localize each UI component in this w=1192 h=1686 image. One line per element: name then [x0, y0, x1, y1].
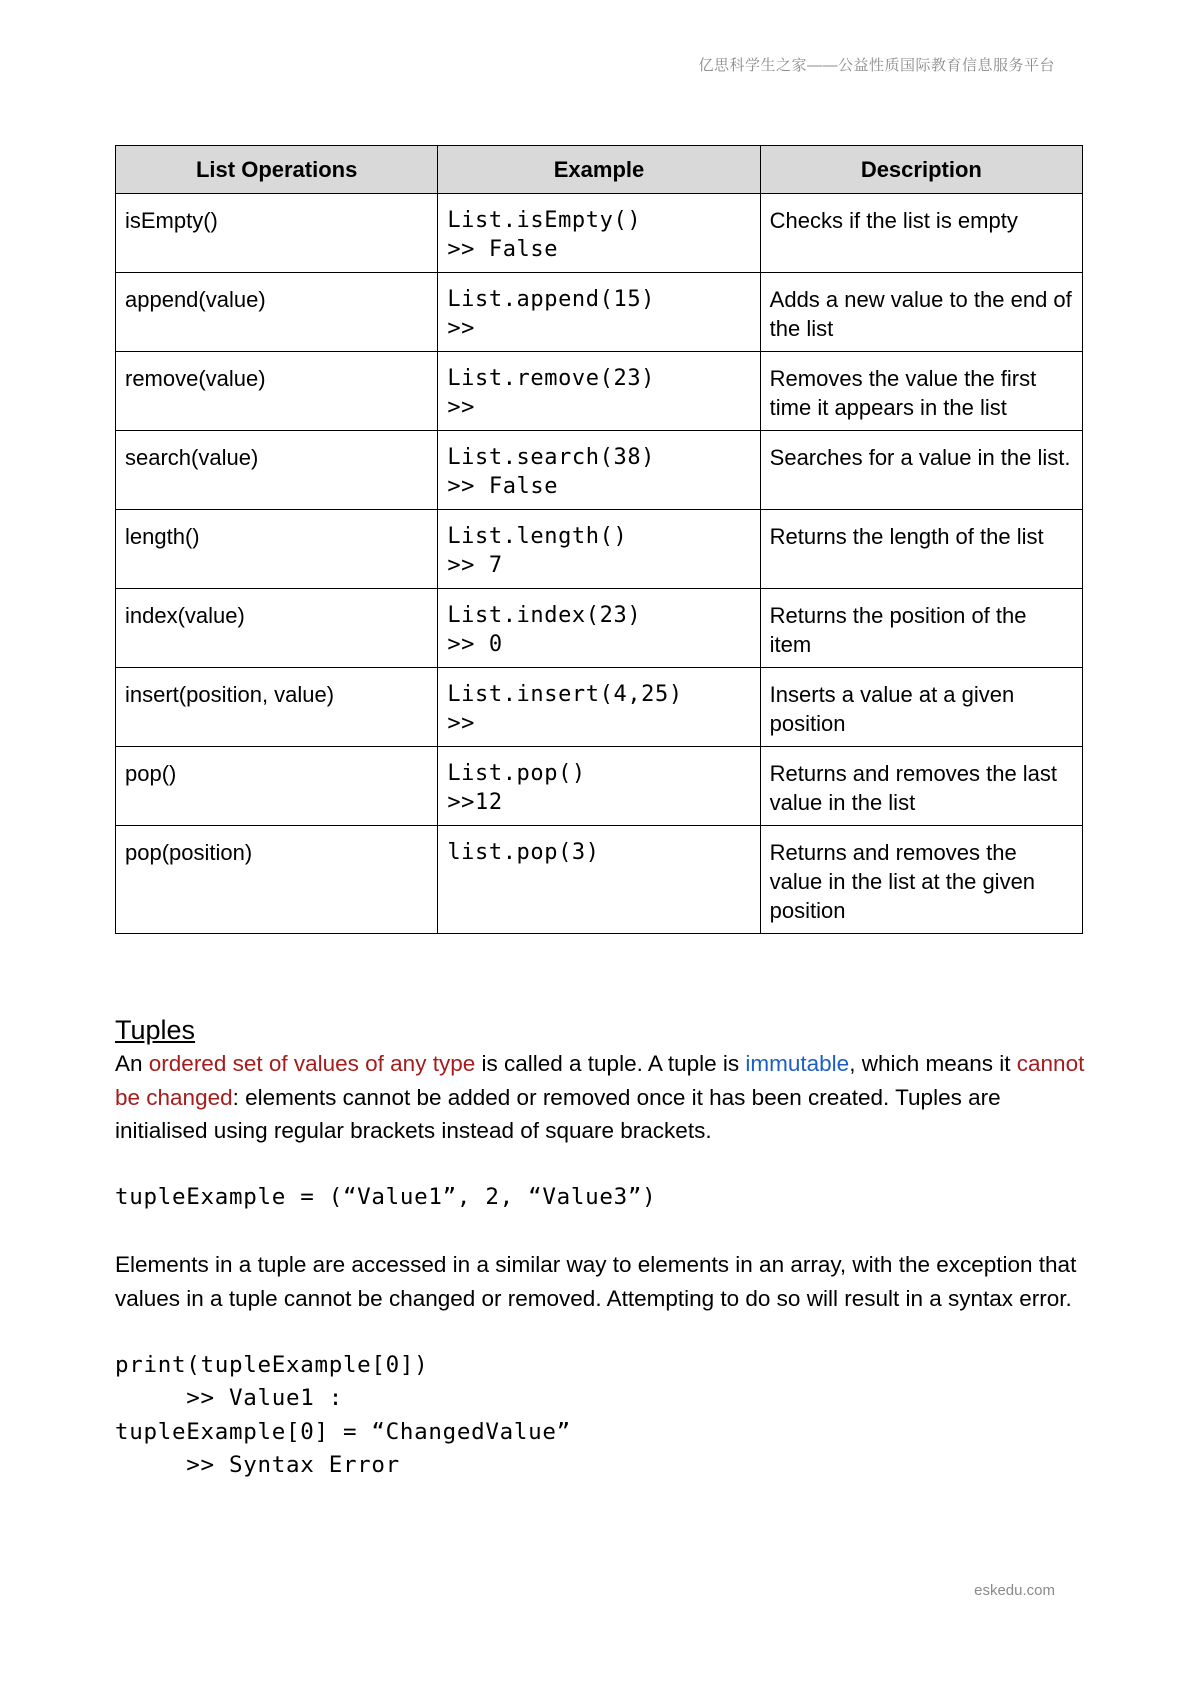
example-cell: List.append(15) >>: [438, 273, 760, 352]
op-cell: pop(): [116, 747, 438, 826]
intro-text: , which means it: [849, 1051, 1017, 1076]
example-cell: List.isEmpty() >> False: [438, 194, 760, 273]
tuples-access-paragraph: Elements in a tuple are accessed in a similar way to elements in an array, with the exception that values in a tuple cannot be changed or removed. Attempting to do so will result in a syntax error.: [115, 1252, 1077, 1311]
example-cell: List.index(23) >> 0: [438, 589, 760, 668]
header-example: Example: [438, 146, 760, 194]
op-cell: length(): [116, 510, 438, 589]
desc-cell: Checks if the list is empty: [760, 194, 1082, 273]
footer-site: eskedu.com: [974, 1582, 1055, 1599]
header-description: Description: [760, 146, 1082, 194]
desc-cell: Removes the value the first time it appears in the list: [760, 352, 1082, 431]
example-cell: List.pop() >>12: [438, 747, 760, 826]
highlight-ordered-set: ordered set of values of any type: [148, 1051, 476, 1076]
list-operations-table: [115, 145, 1083, 934]
op-cell: insert(position, value): [116, 668, 438, 747]
tuple-init-code: tupleExample = (“Value1”, 2, “Value3”): [115, 1184, 657, 1210]
example-cell: List.search(38) >> False: [438, 431, 760, 510]
desc-cell: Returns the length of the list: [760, 510, 1082, 589]
table-header-row: [116, 146, 1083, 194]
table-row: [116, 352, 1083, 431]
tuples-heading: Tuples: [115, 1015, 196, 1045]
code-line-assign: tupleExample[0] = “ChangedValue”: [115, 1418, 571, 1445]
highlight-immutable: immutable: [745, 1051, 850, 1076]
table-row: [116, 510, 1083, 589]
header-list-operations: List Operations: [116, 146, 438, 194]
desc-cell: Adds a new value to the end of the list: [760, 273, 1082, 352]
op-cell: isEmpty(): [116, 194, 438, 273]
example-cell: List.insert(4,25) >>: [438, 668, 760, 747]
op-cell: index(value): [116, 589, 438, 668]
table-row: [116, 826, 1083, 934]
desc-cell: Returns and removes the last value in the list: [760, 747, 1082, 826]
intro-text: is called a tuple. A tuple is: [475, 1051, 746, 1076]
desc-cell: Returns and removes the value in the list at the given position: [760, 826, 1082, 934]
table-row: [116, 589, 1083, 668]
intro-text: : elements cannot be added or removed once it has been created. Tuples are initialised using regular brackets instead of square brackets.: [115, 1084, 1001, 1143]
op-cell: remove(value): [116, 352, 438, 431]
table-row: [116, 747, 1083, 826]
tuples-intro-paragraph: [115, 1047, 1090, 1148]
code-line-output-value: >> Value1 :: [115, 1385, 343, 1411]
example-cell: List.remove(23) >>: [438, 352, 760, 431]
example-cell: List.length() >> 7: [438, 510, 760, 589]
op-cell: search(value): [116, 431, 438, 510]
op-cell: append(value): [116, 273, 438, 352]
table-row: [116, 431, 1083, 510]
tuples-section: [115, 1013, 1090, 1483]
op-cell: pop(position): [116, 826, 438, 934]
desc-cell: Returns the position of the item: [760, 589, 1082, 668]
highlight-cannot-be-changed: cannot be changed: [115, 1051, 1085, 1110]
intro-text: An: [115, 1051, 149, 1076]
desc-cell: Inserts a value at a given position: [760, 668, 1082, 747]
code-line-print: print(tupleExample[0]): [115, 1351, 429, 1378]
header-site-title: 亿思科学生之家——公益性质国际教育信息服务平台: [698, 57, 1055, 74]
desc-cell: Searches for a value in the list.: [760, 431, 1082, 510]
table-row: [116, 194, 1083, 273]
code-line-syntax-error: >> Syntax Error: [115, 1452, 400, 1478]
table-row: [116, 668, 1083, 747]
table-row: [116, 273, 1083, 352]
example-cell: list.pop(3): [438, 826, 760, 934]
